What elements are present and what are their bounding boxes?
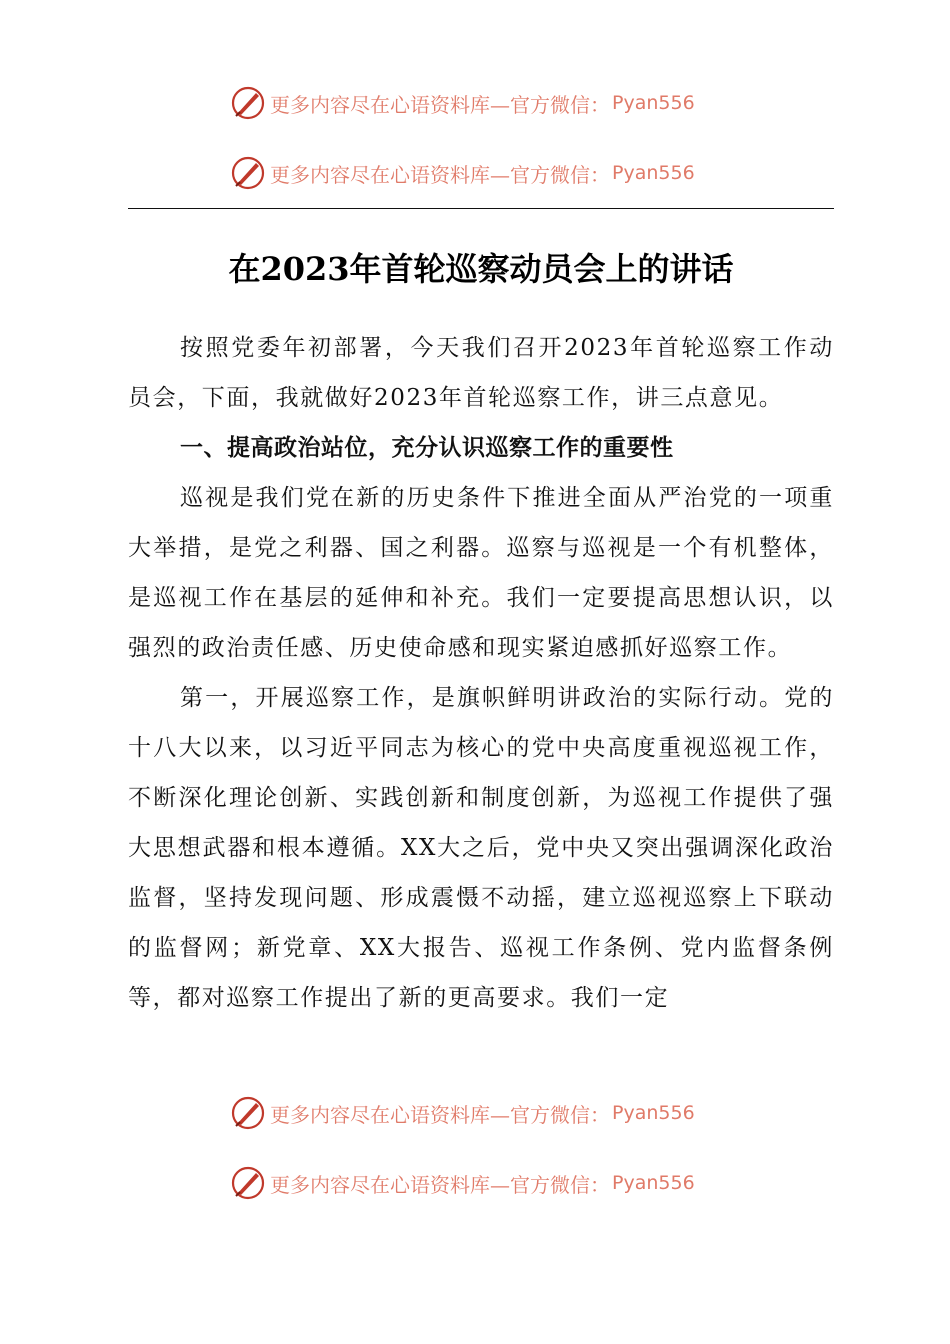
watermark-brand-text: 更多内容尽在心语资料库—官方微信： [270,1172,610,1197]
watermark-brand-text: 更多内容尽在心语资料库—官方微信： [270,162,610,187]
paragraph-intro: 按照党委年初部署，今天我们召开2023年首轮巡察工作动员会，下面，我就做好2023年首轮巡察工作，讲三点意见。 [128,335,834,411]
document-title: 在2023年首轮巡察动员会上的讲话 [228,250,734,288]
watermark-banner-bottom-1 [230,1093,695,1133]
quill-pen-logo-icon [230,1095,266,1131]
paragraph-first-point: 第一，开展巡察工作，是旗帜鲜明讲政治的实际行动。党的十八大以来，以习近平同志为核心的党中央高度重视巡视工作，不断深化理论创新、实践创新和制度创新，为巡视工作提供了强大思想武器和根本遵循。XX大之后，党中央又突出强调深化政治监督，坚持发现问题、形成震慑不动摇，建立巡视巡察上下联动的监督网；新党章、XX大报告、巡视工作条例、党内监督条例等，都对巡察工作提出了新的更高要求。我们一定 [128,685,834,1011]
watermark-banner-top-1 [230,83,695,123]
header-divider [128,208,834,209]
quill-pen-logo-icon [230,85,266,121]
watermark-brand-text: 更多内容尽在心语资料库—官方微信： [270,1102,610,1127]
watermark-banner-top-2 [230,153,695,193]
quill-pen-logo-icon [230,155,266,191]
watermark-wechat-id: Pyan556 [612,92,695,114]
document-body [128,323,834,1023]
watermark-banner-bottom-2 [230,1163,695,1203]
watermark-wechat-id: Pyan556 [612,162,695,184]
watermark-wechat-id: Pyan556 [612,1172,695,1194]
paragraph-inspection-importance: 巡视是我们党在新的历史条件下推进全面从严治党的一项重大举措，是党之利器、国之利器。巡察与巡视是一个有机整体，是巡视工作在基层的延伸和补充。我们一定要提高思想认识，以强烈的政治责任感、历史使命感和现实紧迫感抓好巡察工作。 [128,485,834,661]
watermark-brand-text: 更多内容尽在心语资料库—官方微信： [270,92,610,117]
quill-pen-logo-icon [230,1165,266,1201]
watermark-wechat-id: Pyan556 [612,1102,695,1124]
section-heading-1: 一、提高政治站位，充分认识巡察工作的重要性 [180,435,674,461]
